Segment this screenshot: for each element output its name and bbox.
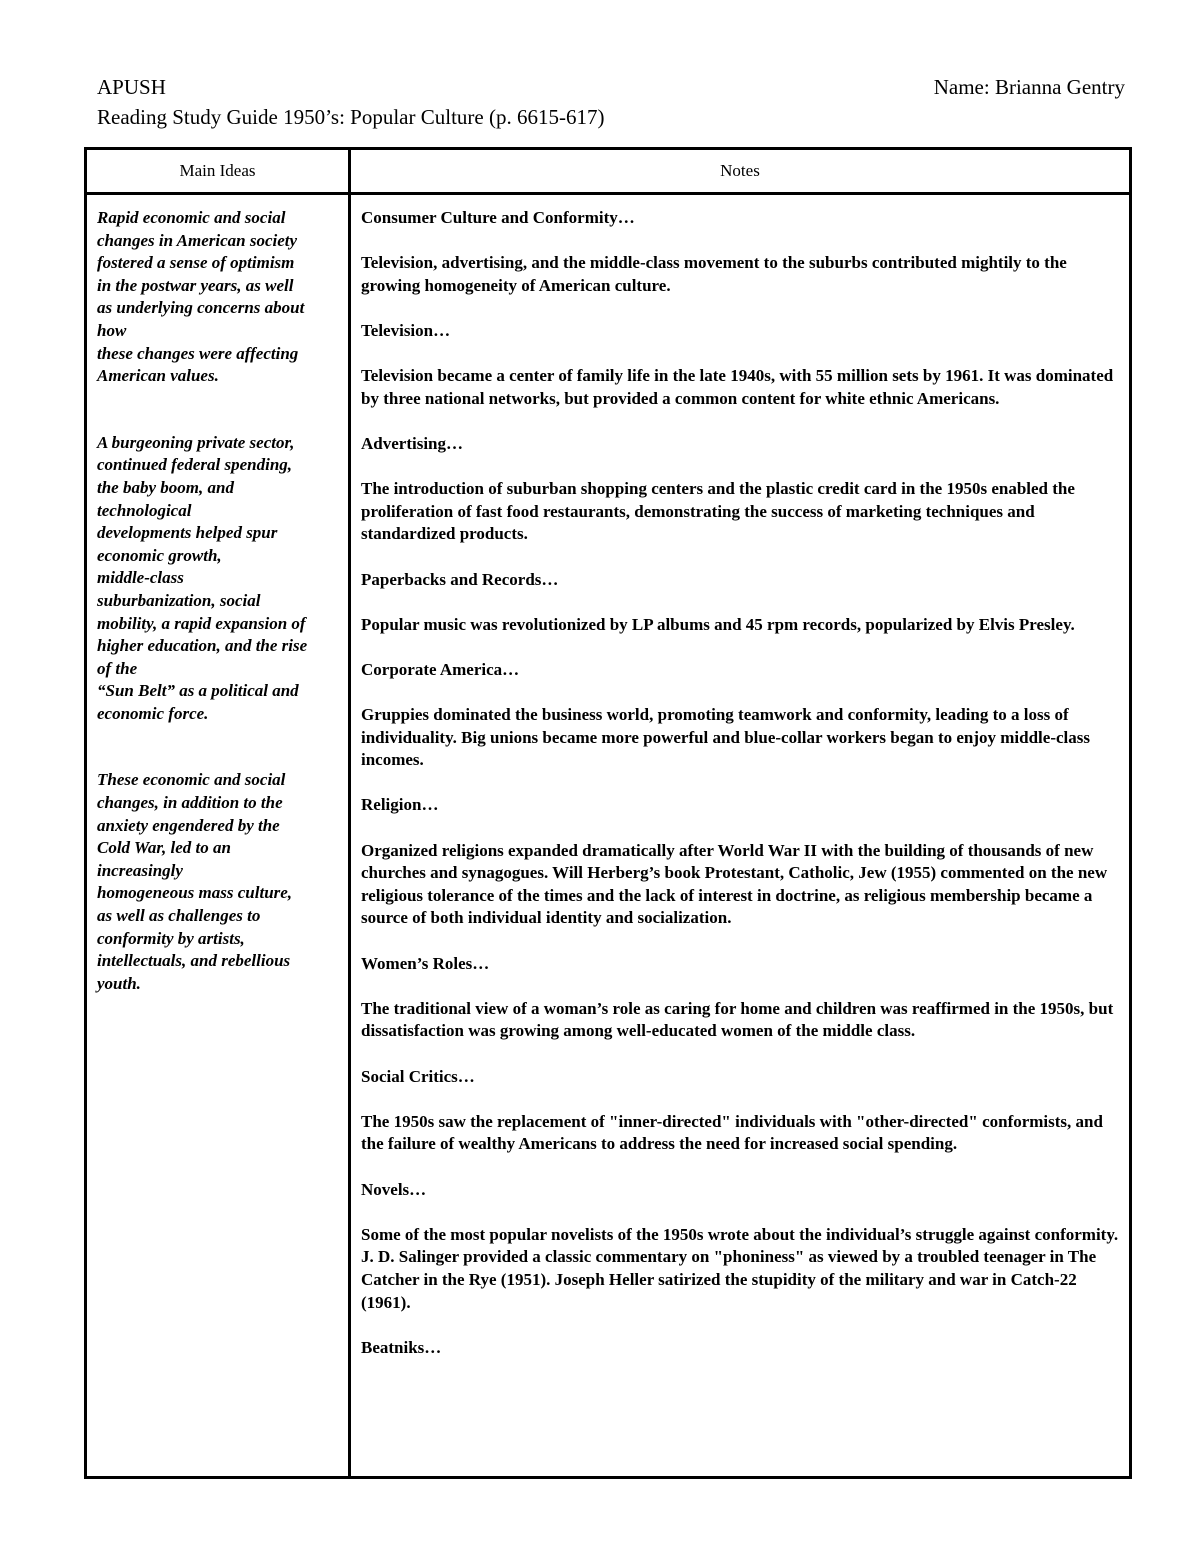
note-heading-advertising: Advertising…	[361, 433, 463, 453]
note-heading-novels: Novels…	[361, 1179, 427, 1199]
note-text: Television became a center of family life in the late 1940s, with 55 million sets by 1961. It was dominated by three national networks, but provided a common content for white ethnic Americans.	[361, 366, 1114, 408]
note-text: Popular music was revolutionized by LP albums and 45 rpm records, popularized by Elvis Presley.	[361, 614, 1075, 634]
course-label: APUSH	[97, 75, 166, 99]
study-guide-table	[84, 147, 1132, 1479]
student-name: Name: Brianna Gentry	[933, 75, 1125, 99]
note-text: Television, advertising, and the middle-class movement to the suburbs contributed mightily to the growing homogeneity of American culture.	[361, 253, 1067, 295]
note-heading-consumer-culture: Consumer Culture and Conformity…	[361, 208, 635, 227]
note-text: Some of the most popular novelists of the 1950s wrote about the individual’s struggle against conformity. J. D. Salinger provided a classic commentary on "phoniness" as viewed by a troubled teenager in The Catcher in the Rye (1951). Joseph Heller satirized the stupidity of the military and war in Catch-22 (1961).	[361, 1224, 1119, 1312]
header-top-row	[97, 72, 1125, 102]
note-text: Gruppies dominated the business world, promoting teamwork and conformity, leading to a loss of individuality. Big unions became more powerful and blue-collar workers began to enjoy middle-class incomes.	[361, 705, 1090, 770]
note-heading-beatniks: Beatniks…	[361, 1337, 442, 1357]
document-header	[97, 72, 1125, 132]
note-heading-religion: Religion…	[361, 795, 439, 815]
note-text: The 1950s saw the replacement of "inner-directed" individuals with "other-directed" conformists, and the failure of wealthy Americans to address the need for increased social spending.	[361, 1111, 1103, 1154]
notes-column	[351, 195, 1129, 1476]
note-heading-television: Television…	[361, 320, 451, 340]
note-heading-womens-roles: Women’s Roles…	[361, 953, 490, 973]
main-ideas-column	[87, 195, 351, 1476]
main-ideas-header: Main Ideas	[87, 150, 351, 195]
note-text: The traditional view of a woman’s role as caring for home and children was reaffirmed in the 1950s, but dissatisfaction was growing among well-educated women of the middle class.	[361, 998, 1114, 1041]
note-text: Organized religions expanded dramatically after World War II with the building of thousands of new churches and synagogues. Will Herberg’s book Protestant, Catholic, Jew (1955) commented on the new religious tolerance of the times and the lack of interest in doctrine, as religious membership became a source of both individual identity and socialization.	[361, 840, 1108, 928]
notes-header: Notes	[351, 150, 1129, 195]
note-heading-paperbacks-records: Paperbacks and Records…	[361, 569, 559, 589]
main-idea: A burgeoning private sector, continued federal spending, the baby boom, and technological developments helped spur economic growth, middle-class suburbanization, social mobility, a rapid expansion of higher education, and the rise of the “Sun Belt” as a political and economic force.	[97, 432, 308, 723]
note-heading-corporate-america: Corporate America…	[361, 659, 520, 679]
note-heading-social-critics: Social Critics…	[361, 1066, 475, 1086]
document-title: Reading Study Guide 1950’s: Popular Culture (p. 6615-617)	[97, 105, 605, 129]
main-idea: Rapid economic and social changes in American society fostered a sense of optimism in the postwar years, as well as underlying concerns about how these changes were affecting American values.	[97, 208, 305, 386]
main-idea: These economic and social changes, in addition to the anxiety engendered by the Cold War, led to an increasingly homogeneous mass culture, as well as challenges to conformity by artists, intellectuals, and rebellious youth.	[97, 770, 293, 993]
note-text: The introduction of suburban shopping centers and the plastic credit card in the 1950s enabled the proliferation of fast food restaurants, demonstrating the success of marketing techniques and standardized products.	[361, 479, 1075, 544]
